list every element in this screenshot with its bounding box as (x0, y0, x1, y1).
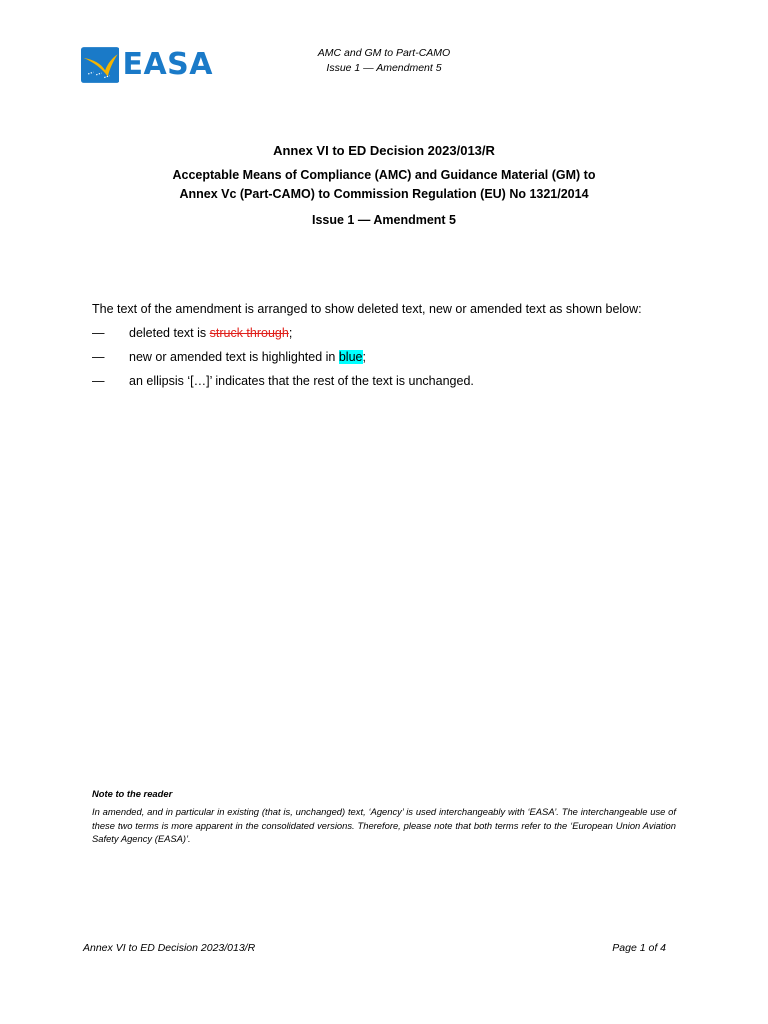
document-title: Annex VI to ED Decision 2023/013/R (273, 143, 495, 158)
note-to-reader (92, 788, 676, 846)
dash-bullet: — (92, 326, 105, 340)
item-text-after: ; (288, 326, 293, 340)
item-text (129, 325, 292, 349)
list-item-ellipsis (92, 373, 474, 397)
intro-paragraph: The text of the amendment is arranged to show deleted text, new or amended text as shown below: (92, 302, 642, 316)
easa-logo (81, 44, 213, 86)
running-header-line2: Issue 1 — Amendment 5 (326, 62, 442, 74)
item-text-after: ; (362, 350, 366, 364)
running-header-line1: AMC and GM to Part-CAMO (317, 47, 451, 59)
item-text (129, 349, 366, 373)
dash-bullet: — (92, 374, 105, 388)
note-title: Note to the reader (92, 788, 173, 799)
footer-page-number: Page 1 of 4 (612, 942, 666, 954)
list-item-deleted (92, 325, 474, 349)
subtitle-line2: Annex Vc (Part-CAMO) to Commission Regulation (EU) No 1321/2014 (179, 187, 589, 201)
list-item-amended (92, 349, 474, 373)
struck-through-sample: struck through (209, 326, 289, 340)
document-subtitle (92, 166, 676, 204)
item-text-before: new or amended text is highlighted in (129, 350, 339, 364)
highlight-sample: blue (338, 350, 363, 364)
dash-bullet: — (92, 350, 105, 364)
logo-text: EASA (122, 47, 213, 82)
item-text-before: deleted text is (129, 326, 210, 340)
easa-bird-icon (81, 45, 119, 85)
running-header (284, 46, 484, 76)
footer-document-ref: Annex VI to ED Decision 2023/013/R (83, 942, 256, 954)
note-body: In amended, and in particular in existing (that is, unchanged) text, ‘Agency’ is used interchangeably with ‘EASA’. The interchangeable use of these two terms is more apparent in the consolidated versions. Therefore, please note that both terms refer to the ‘European Union Aviation Safety Agency (EASA)’. (92, 806, 676, 844)
legend-list (92, 325, 474, 397)
document-issue: Issue 1 — Amendment 5 (311, 213, 457, 227)
subtitle-line1: Acceptable Means of Compliance (AMC) and Guidance Material (GM) to (172, 168, 596, 182)
item-text: an ellipsis ‘[…]’ indicates that the rest of the text is unchanged. (129, 374, 474, 388)
